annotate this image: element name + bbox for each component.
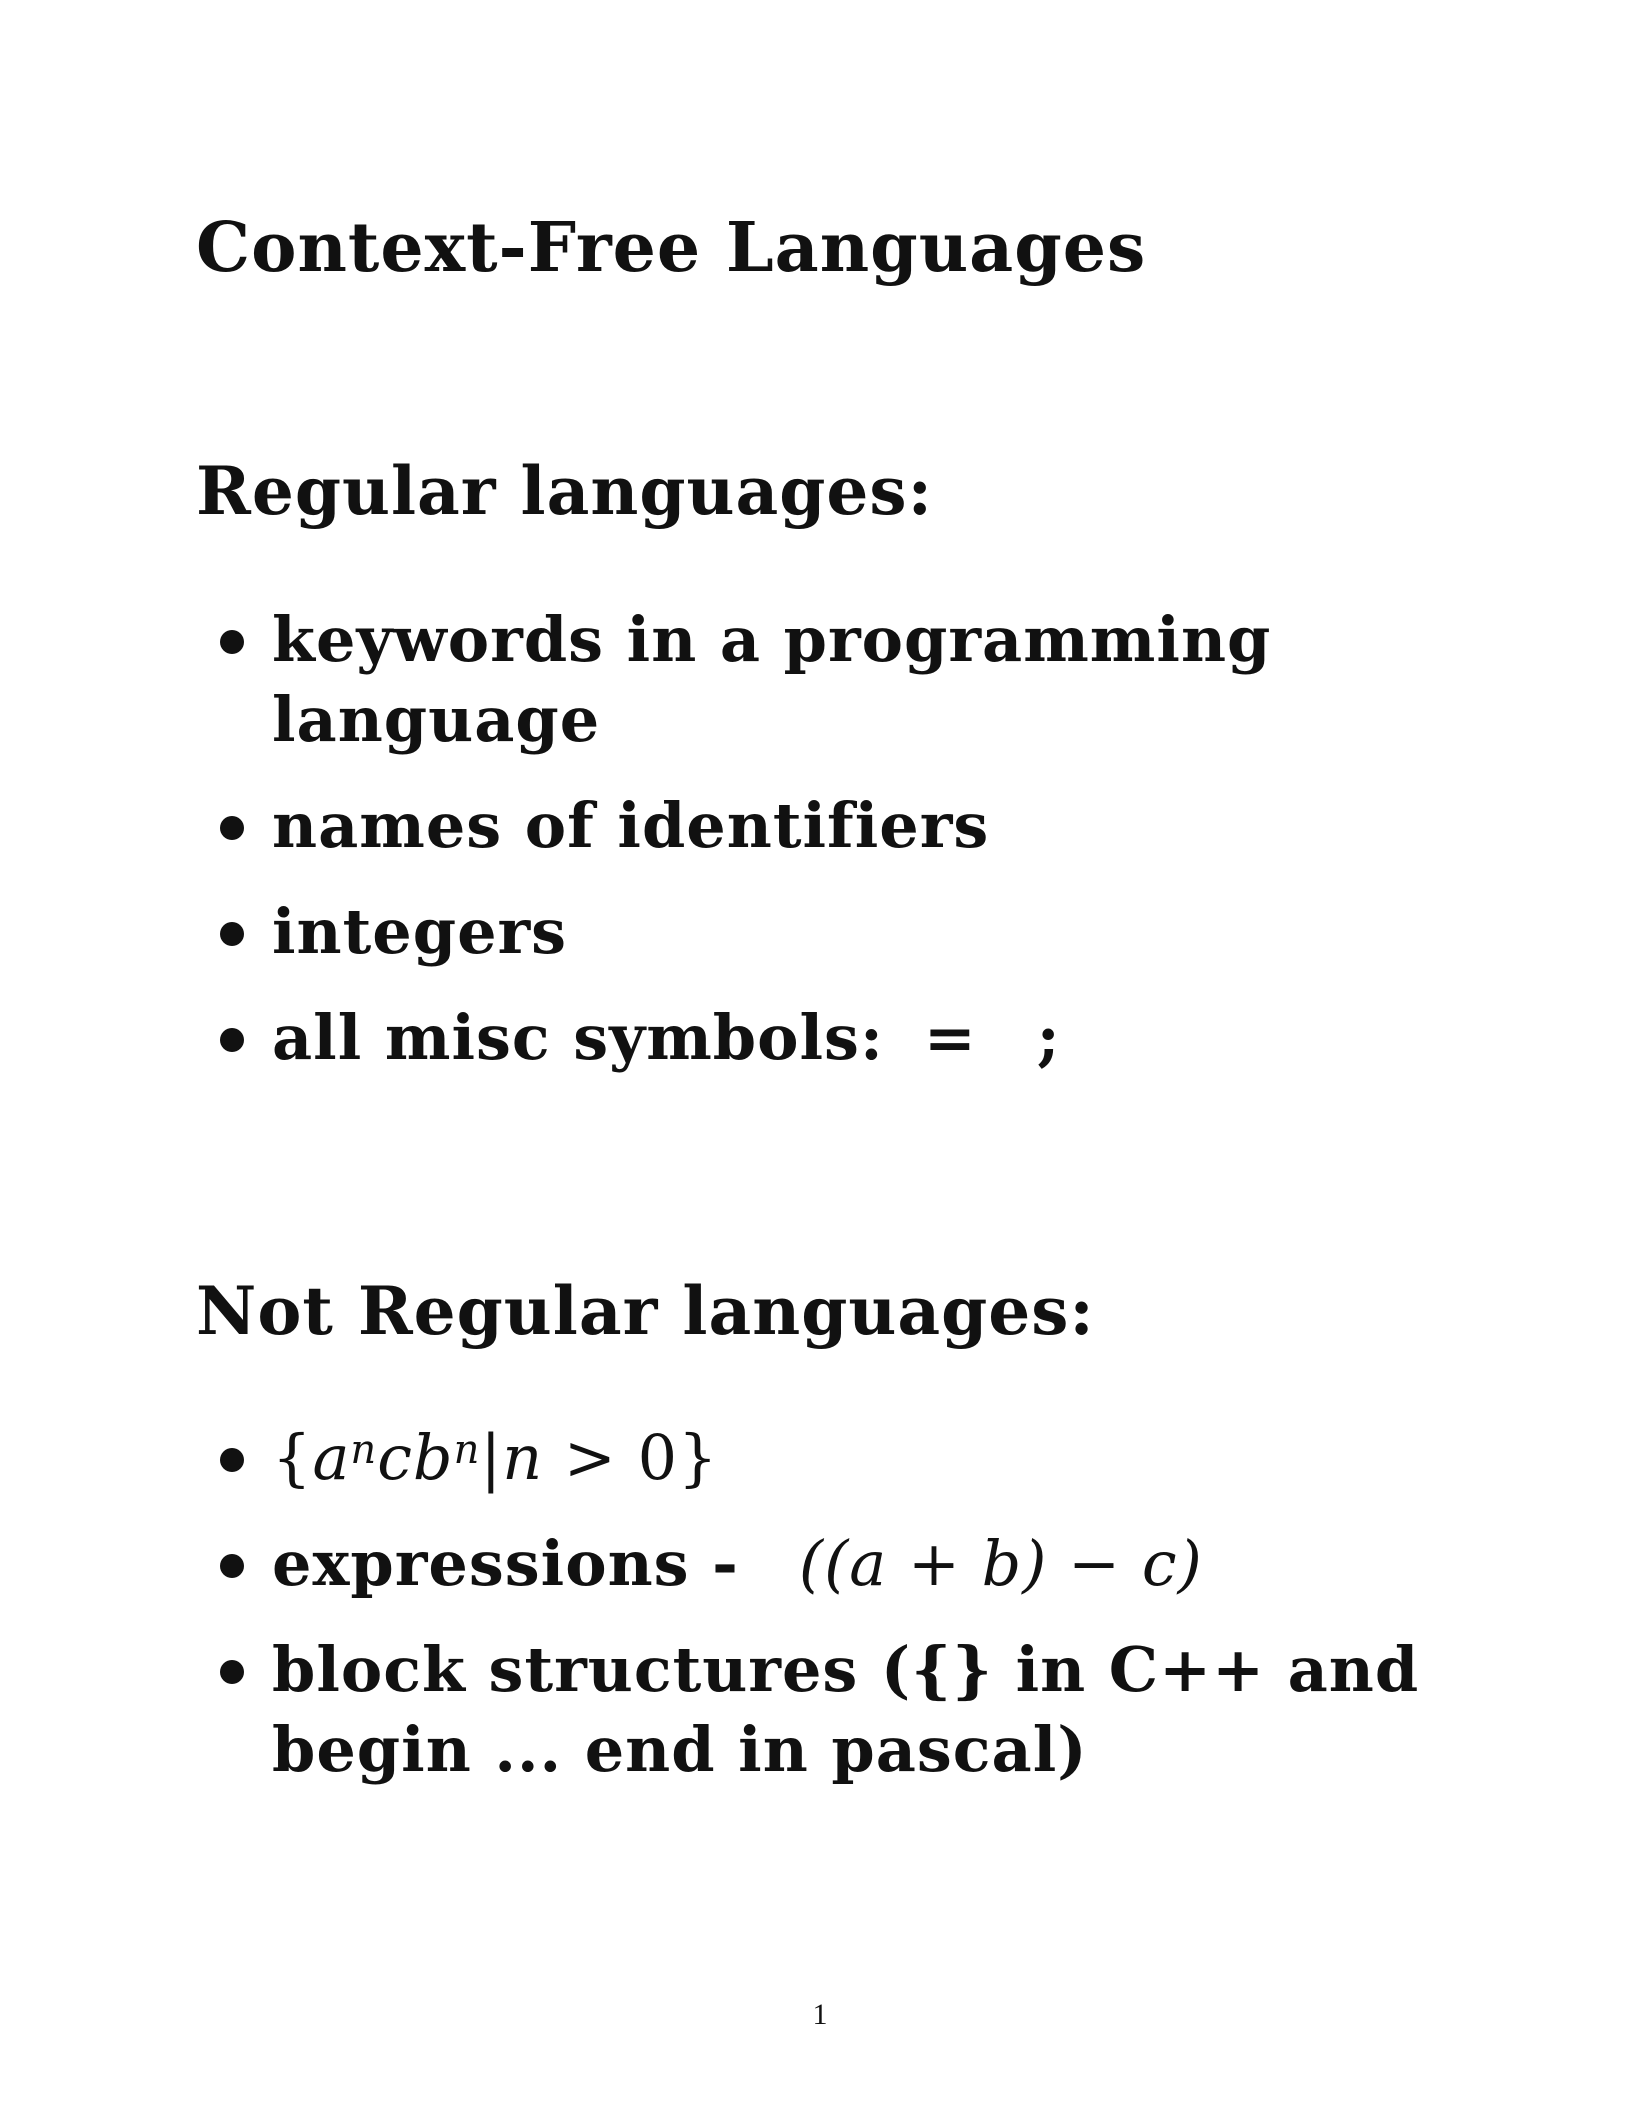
bullet-icon bbox=[220, 1660, 244, 1684]
item-text bbox=[272, 998, 1496, 1078]
bullet-icon bbox=[220, 1448, 244, 1472]
close-brace: } bbox=[678, 1421, 719, 1494]
item-text: block structures ({} in C++ and bbox=[272, 1633, 1420, 1706]
regular-languages-list bbox=[216, 600, 1496, 1104]
not-regular-languages-list bbox=[216, 1418, 1496, 1816]
list-item bbox=[216, 892, 1496, 972]
bullet-icon bbox=[220, 1028, 244, 1052]
open-brace: { bbox=[272, 1421, 313, 1494]
list-item bbox=[216, 1418, 1496, 1498]
item-text-continued: language bbox=[272, 683, 601, 756]
item-label: expressions - bbox=[272, 1527, 739, 1600]
list-item bbox=[216, 600, 1496, 760]
list-item bbox=[216, 1630, 1496, 1790]
math-exponent: n bbox=[350, 1427, 378, 1473]
bullet-icon bbox=[220, 922, 244, 946]
math-c: c bbox=[377, 1421, 413, 1494]
list-item bbox=[216, 1524, 1496, 1604]
regular-languages-heading: Regular languages: bbox=[196, 452, 933, 530]
math-bar: | bbox=[480, 1421, 503, 1494]
list-item bbox=[216, 998, 1496, 1078]
math-expression: ((a + b) − c) bbox=[798, 1527, 1203, 1600]
page-number: 1 bbox=[812, 1998, 828, 2031]
item-text-continued: begin ... end in pascal) bbox=[272, 1713, 1088, 1786]
math-exponent: n bbox=[453, 1427, 481, 1473]
not-regular-languages-heading: Not Regular languages: bbox=[196, 1272, 1095, 1350]
math-n: n bbox=[502, 1421, 544, 1494]
item-text: integers bbox=[272, 895, 568, 968]
semicolon-symbol: ; bbox=[1036, 1001, 1061, 1074]
math-condition: > 0 bbox=[543, 1421, 679, 1494]
math-b: b bbox=[412, 1421, 454, 1494]
item-text: names of identifiers bbox=[272, 789, 990, 862]
bullet-icon bbox=[220, 1554, 244, 1578]
item-label: all misc symbols: bbox=[272, 1001, 884, 1074]
page-title: Context-Free Languages bbox=[196, 208, 1147, 288]
item-text bbox=[272, 1524, 1496, 1604]
math-a: a bbox=[312, 1421, 351, 1494]
equals-symbol: = bbox=[923, 1001, 977, 1074]
set-expression bbox=[272, 1418, 1496, 1498]
bullet-icon bbox=[220, 630, 244, 654]
bullet-icon bbox=[220, 816, 244, 840]
item-text: keywords in a programming bbox=[272, 603, 1272, 676]
list-item bbox=[216, 786, 1496, 866]
